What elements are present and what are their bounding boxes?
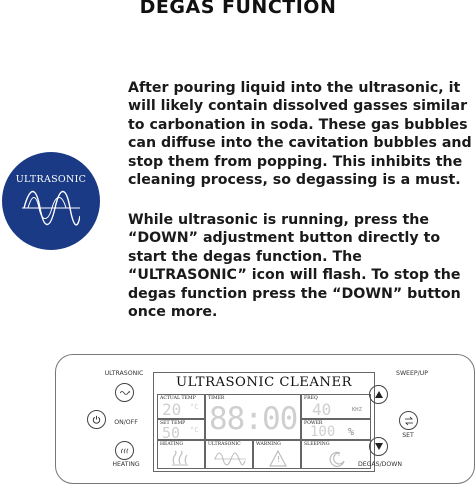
heating-indicator-icon: [171, 450, 189, 466]
ultrasonic-button[interactable]: [115, 383, 134, 402]
set-label: SET: [402, 432, 414, 439]
heating-cell: [157, 440, 205, 469]
set-temp-label: SET TEMP: [160, 421, 186, 426]
power-button[interactable]: [87, 410, 106, 429]
onoff-label: ON/OFF: [114, 419, 138, 426]
timer-cell: [205, 394, 301, 440]
sweep-up-label: SWEEP/UP: [396, 370, 428, 377]
celsius-icon: °C: [190, 403, 199, 411]
set-temp-digits: 50: [162, 424, 181, 442]
heating-button[interactable]: [115, 441, 134, 460]
set-button[interactable]: [399, 411, 418, 430]
intro-paragraph: After pouring liquid into the ultrasonic, it will likely contain dissolved gasses similar to carbonation in soda. These gas bubbles can diffuse into the cavitation bubbles and stop them from popping. This inhibits the cleaning process, so degassing is a must.: [128, 80, 472, 189]
freq-digits: 40: [312, 400, 332, 419]
percent-unit: %: [348, 427, 355, 438]
timer-label: TIMER: [208, 396, 225, 401]
up-arrow-icon: [375, 391, 383, 398]
warning-symbol: !: [276, 455, 281, 464]
set-arrows-icon: [404, 416, 414, 426]
freq-label: FREQ: [304, 396, 318, 401]
sleep-moon-icon: [328, 450, 346, 467]
degas-down-label: DEGAS/DOWN: [357, 461, 403, 468]
actual-temp-digits: 20: [162, 400, 182, 419]
power-icon: [92, 415, 101, 424]
lcd-screen: [153, 372, 375, 472]
set-celsius-icon: °C: [190, 426, 199, 434]
timer-digits: 88:00: [209, 401, 298, 437]
svg-text:z: z: [338, 452, 341, 457]
up-button[interactable]: [369, 385, 388, 404]
instruction-paragraph: While ultrasonic is running, press the “DOWN” adjustment button directly to start the degas function. The “ULTRASONIC” icon will flash. To stop the degas function press the “DOWN” button once more.: [128, 212, 461, 321]
heating-cell-label: HEATING: [160, 442, 183, 447]
power-label: POWER: [304, 421, 323, 426]
warning-cell-label: WARNING: [256, 442, 281, 447]
down-button[interactable]: [369, 437, 388, 456]
down-arrow-icon: [375, 443, 383, 450]
ultrasonic-wave-icon: [120, 390, 130, 396]
ultrasonic-cell-label: ULTRASONIC: [208, 442, 241, 447]
heating-button-label: HEATING: [112, 461, 140, 468]
page-title: DEGAS FUNCTION: [139, 0, 337, 18]
warning-cell: [253, 440, 301, 469]
heating-icon: [120, 446, 129, 455]
ultrasonic-badge: [2, 152, 100, 250]
ultrasonic-button-label: ULTRASONIC: [104, 370, 144, 377]
khz-unit: KHZ: [352, 407, 362, 413]
screen-title: ULTRASONIC CLEANER: [175, 375, 352, 390]
actual-temp-cell: [157, 394, 205, 419]
badge-label: ULTRASONIC: [15, 174, 87, 185]
actual-temp-label: ACTUAL TEMP: [160, 396, 196, 401]
freq-cell: [301, 394, 371, 419]
sine-wave-icon: [22, 190, 80, 226]
power-digits: 100: [310, 424, 336, 440]
ultrasonic-cell: [205, 440, 253, 469]
control-panel: [55, 354, 475, 484]
set-temp-cell: [157, 419, 205, 440]
ultrasonic-indicator-icon: [214, 451, 246, 467]
sleeping-cell-label: SLEEPING: [304, 442, 330, 447]
power-cell: [301, 419, 371, 440]
